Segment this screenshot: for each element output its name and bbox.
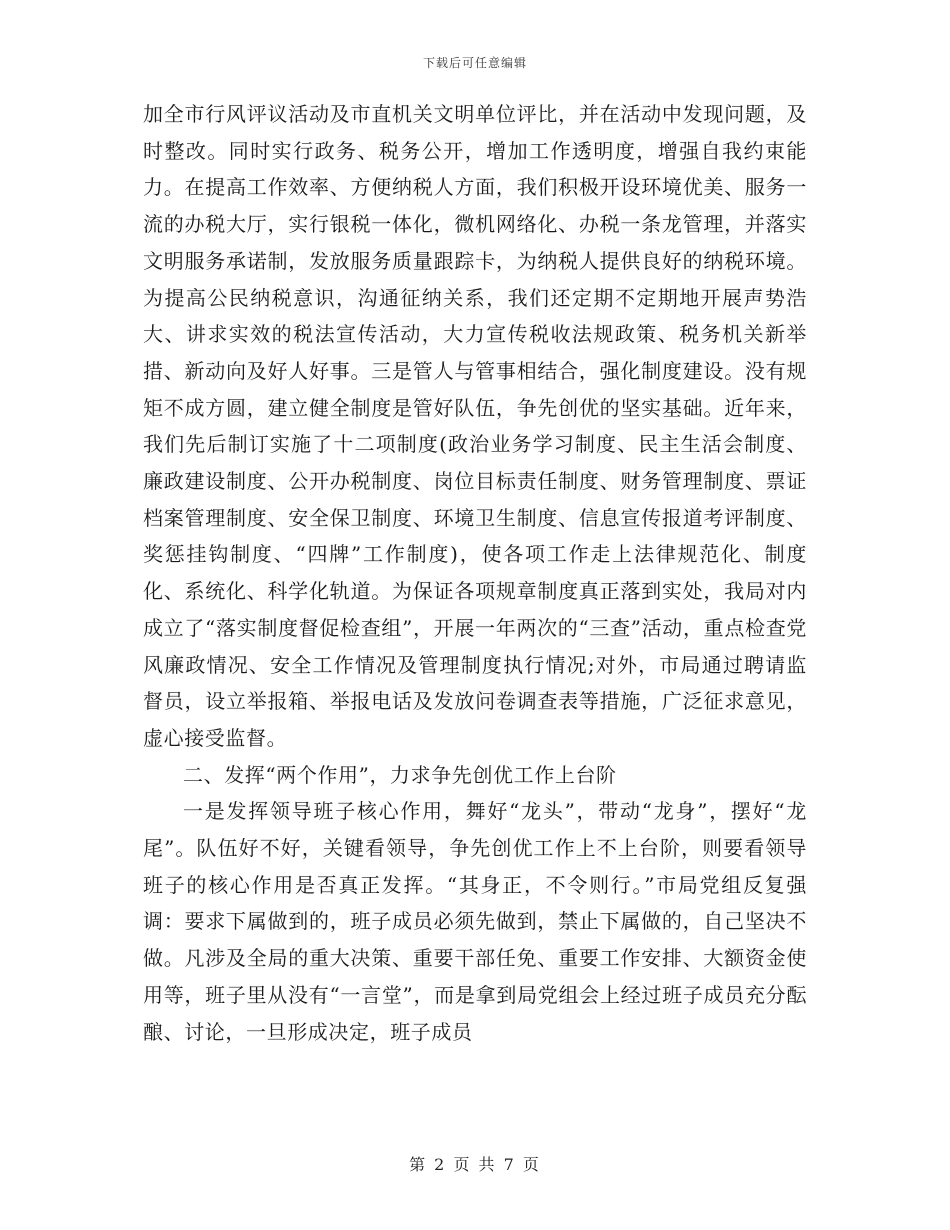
paragraph-1: 加全市行风评议活动及市直机关文明单位评比，并在活动中发现问题，及时整改。同时实行政务、税务公开，增加工作透明度，增强自我约束能力。在提高工作效率、方便纳税人方面，我们积极开设环境优美、服务一流的办税大厅，实行银税一体化，微机网络化、办税一条龙管理，并落实文明服务承诺制，发放服务质量跟踪卡，为纳税人提供良好的纳税环境。为提高公民纳税意识，沟通征纳关系，我们还定期不定期地开展声势浩大、讲求实效的税法宣传活动，大力宣传税收法规政策、税务机关新举措、新动向及好人好事。三是管人与管事相结合，强化制度建设。没有规矩不成方圆，建立健全制度是管好队伍，争先创优的坚实基础。近年来，我们先后制订实施了十二项制度(政治业务学习制度、民主生活会制度、廉政建设制度、公开办税制度、岗位目标责任制度、财务管理制度、票证档案管理制度、安全保卫制度、环境卫生制度、信息宣传报道考评制度、奖惩挂钩制度、“四牌”工作制度)，使各项工作走上法律规范化、制度化、系统化、科学化轨道。为保证各项规章制度真正落到实处，我局对内成立了“落实制度督促检查组”，开展一年两次的“三查”活动，重点检查党风廉政情况、安全工作情况及管理制度执行情况;对外，市局通过聘请监督员，设立举报箱、举报电话及发放问卷调查表等措施，广泛征求意见，虚心接受监督。 (143, 102, 807, 750)
section-heading: 二、发挥“两个作用”，力求争先创优工作上台阶 (183, 762, 617, 787)
header-note: 下载后可任意编辑 (422, 56, 527, 70)
document-body (143, 96, 807, 1050)
page-number: 第 2 页 共 7 页 (409, 1155, 541, 1174)
paragraph-3: 一是发挥领导班子核心作用，舞好“龙头”，带动“龙身”，摆好“龙尾”。队伍好不好，关键看领导，争先创优工作上不上台阶，则要看领导班子的核心作用是否真正发挥。“其身正，不令则行。”市局党组反复强调：要求下属做到的，班子成员必须先做到，禁止下属做的，自己坚决不做。凡涉及全局的重大决策、重要干部任免、重要工作安排、大额资金使用等，班子里从没有“一言堂”，而是拿到局党组会上经过班子成员充分酝酿、讨论，一旦形成决定，班子成员 (143, 799, 807, 1044)
